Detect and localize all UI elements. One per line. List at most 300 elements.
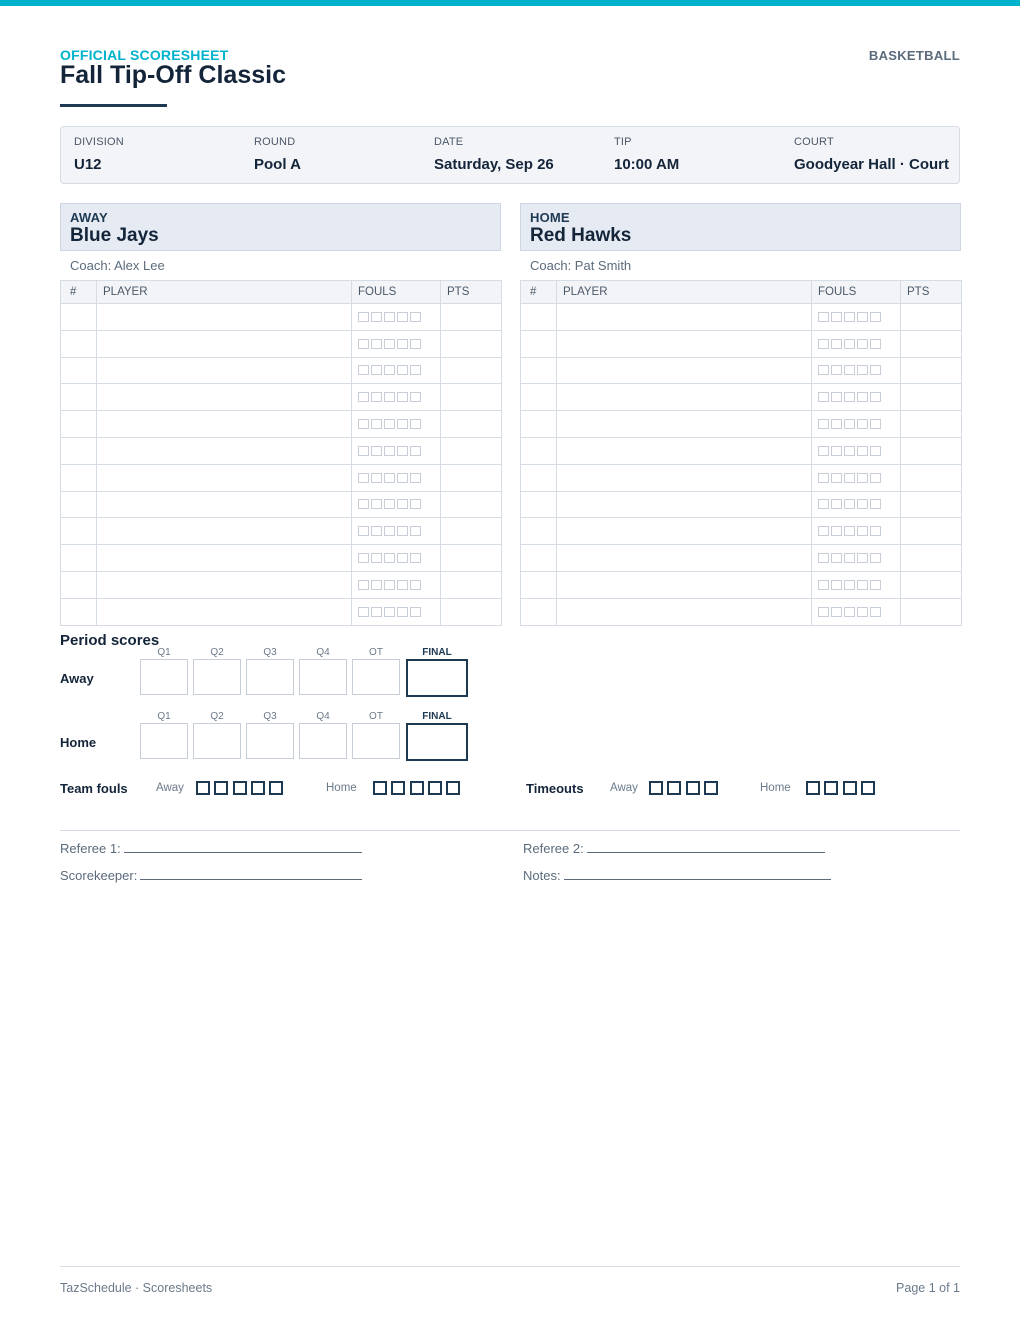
points-cell[interactable] xyxy=(901,598,962,625)
foul-checkbox[interactable] xyxy=(857,392,868,402)
roster-row xyxy=(521,437,962,464)
player-number-cell[interactable] xyxy=(521,304,557,331)
player-name-cell[interactable] xyxy=(557,330,812,357)
foul-checkbox[interactable] xyxy=(397,312,408,322)
team-foul-box-away[interactable] xyxy=(214,781,228,795)
foul-checkboxes xyxy=(352,499,440,509)
player-name-cell[interactable] xyxy=(97,598,352,625)
player-name-cell[interactable] xyxy=(557,598,812,625)
team-side-label: AWAY xyxy=(70,210,108,225)
team-fouls-away-label: Away xyxy=(156,782,184,794)
player-number-cell[interactable] xyxy=(61,464,97,491)
fouls-cell[interactable] xyxy=(352,437,441,464)
points-cell[interactable] xyxy=(441,437,502,464)
player-name-cell[interactable] xyxy=(557,491,812,518)
player-name-cell[interactable] xyxy=(97,545,352,572)
foul-checkbox[interactable] xyxy=(410,473,421,483)
foul-checkbox[interactable] xyxy=(410,580,421,590)
foul-checkbox[interactable] xyxy=(371,339,382,349)
foul-checkbox[interactable] xyxy=(870,392,881,402)
foul-checkbox[interactable] xyxy=(857,365,868,375)
foul-checkbox[interactable] xyxy=(870,499,881,509)
roster-row xyxy=(61,330,502,357)
roster-row xyxy=(61,598,502,625)
foul-checkbox[interactable] xyxy=(397,419,408,429)
fouls-cell[interactable] xyxy=(812,330,901,357)
foul-checkbox[interactable] xyxy=(818,446,829,456)
foul-checkbox[interactable] xyxy=(870,553,881,563)
foul-checkbox[interactable] xyxy=(397,446,408,456)
foul-checkbox[interactable] xyxy=(397,499,408,509)
foul-checkbox[interactable] xyxy=(870,580,881,590)
timeout-box-away[interactable] xyxy=(704,781,718,795)
notes-field[interactable] xyxy=(564,870,831,880)
foul-checkbox[interactable] xyxy=(844,580,855,590)
foul-checkbox[interactable] xyxy=(831,553,842,563)
foul-checkbox[interactable] xyxy=(384,526,395,536)
info-label: COURT xyxy=(794,136,834,148)
referee-2-field[interactable] xyxy=(587,843,825,853)
foul-checkboxes xyxy=(812,365,900,375)
player-name-cell[interactable] xyxy=(97,464,352,491)
page-title: Fall Tip-Off Classic xyxy=(60,61,286,89)
foul-checkbox[interactable] xyxy=(384,607,395,617)
column-header-player: PLAYER xyxy=(97,281,352,304)
foul-checkbox[interactable] xyxy=(831,392,842,402)
foul-checkbox[interactable] xyxy=(410,339,421,349)
period-row-label-home: Home xyxy=(60,735,97,750)
scorekeeper-label: Scorekeeper: xyxy=(60,868,138,883)
fouls-cell[interactable] xyxy=(812,598,901,625)
roster-row xyxy=(61,384,502,411)
foul-checkbox[interactable] xyxy=(857,553,868,563)
foul-checkbox[interactable] xyxy=(358,580,369,590)
period-score-box[interactable] xyxy=(299,723,347,759)
points-cell[interactable] xyxy=(441,491,502,518)
fouls-cell[interactable] xyxy=(812,518,901,545)
points-cell[interactable] xyxy=(901,437,962,464)
player-number-cell[interactable] xyxy=(61,571,97,598)
player-number-cell[interactable] xyxy=(61,411,97,438)
foul-checkbox[interactable] xyxy=(818,365,829,375)
player-name-cell[interactable] xyxy=(557,571,812,598)
foul-checkbox[interactable] xyxy=(397,473,408,483)
period-column-header: FINAL xyxy=(422,711,452,722)
foul-checkbox[interactable] xyxy=(397,553,408,563)
player-number-cell[interactable] xyxy=(61,384,97,411)
foul-checkbox[interactable] xyxy=(870,365,881,375)
foul-checkbox[interactable] xyxy=(818,473,829,483)
foul-checkbox[interactable] xyxy=(844,473,855,483)
player-name-cell[interactable] xyxy=(557,545,812,572)
player-number-cell[interactable] xyxy=(521,598,557,625)
foul-checkbox[interactable] xyxy=(397,392,408,402)
fouls-cell[interactable] xyxy=(352,464,441,491)
foul-checkbox[interactable] xyxy=(384,553,395,563)
foul-checkbox[interactable] xyxy=(870,312,881,322)
foul-checkbox[interactable] xyxy=(818,607,829,617)
points-cell[interactable] xyxy=(901,571,962,598)
foul-checkbox[interactable] xyxy=(844,392,855,402)
away-roster-table xyxy=(60,280,502,626)
points-cell[interactable] xyxy=(441,518,502,545)
top-accent-bar xyxy=(0,0,1020,6)
player-name-cell[interactable] xyxy=(557,357,812,384)
foul-checkbox[interactable] xyxy=(410,419,421,429)
foul-checkbox[interactable] xyxy=(844,499,855,509)
foul-checkbox[interactable] xyxy=(410,446,421,456)
foul-checkbox[interactable] xyxy=(870,419,881,429)
foul-checkbox[interactable] xyxy=(371,365,382,375)
points-cell[interactable] xyxy=(901,411,962,438)
fouls-cell[interactable] xyxy=(812,384,901,411)
foul-checkbox[interactable] xyxy=(857,580,868,590)
player-name-cell[interactable] xyxy=(97,304,352,331)
foul-checkbox[interactable] xyxy=(397,580,408,590)
foul-checkbox[interactable] xyxy=(844,339,855,349)
foul-checkbox[interactable] xyxy=(831,580,842,590)
foul-checkbox[interactable] xyxy=(844,365,855,375)
fouls-cell[interactable] xyxy=(352,304,441,331)
foul-checkboxes xyxy=(812,312,900,322)
player-name-cell[interactable] xyxy=(97,571,352,598)
foul-checkbox[interactable] xyxy=(818,526,829,536)
info-value: 10:00 AM xyxy=(614,156,680,173)
roster-row xyxy=(61,437,502,464)
player-number-cell[interactable] xyxy=(521,411,557,438)
player-name-cell[interactable] xyxy=(97,330,352,357)
player-number-cell[interactable] xyxy=(521,330,557,357)
player-name-cell[interactable] xyxy=(557,464,812,491)
foul-checkbox[interactable] xyxy=(831,446,842,456)
foul-checkbox[interactable] xyxy=(358,419,369,429)
foul-checkbox[interactable] xyxy=(384,419,395,429)
team-foul-box-home[interactable] xyxy=(428,781,442,795)
foul-checkbox[interactable] xyxy=(857,607,868,617)
foul-checkbox[interactable] xyxy=(844,607,855,617)
player-name-cell[interactable] xyxy=(97,357,352,384)
foul-checkbox[interactable] xyxy=(818,339,829,349)
period-score-box[interactable] xyxy=(352,659,400,695)
player-number-cell[interactable] xyxy=(521,518,557,545)
scorekeeper-field[interactable] xyxy=(140,870,362,880)
foul-checkbox[interactable] xyxy=(818,419,829,429)
player-number-cell[interactable] xyxy=(521,491,557,518)
foul-checkbox[interactable] xyxy=(857,446,868,456)
player-number-cell[interactable] xyxy=(61,357,97,384)
team-foul-box-home[interactable] xyxy=(446,781,460,795)
roster-row xyxy=(61,491,502,518)
foul-checkbox[interactable] xyxy=(371,392,382,402)
foul-checkbox[interactable] xyxy=(410,312,421,322)
foul-checkboxes xyxy=(352,580,440,590)
foul-checkbox[interactable] xyxy=(831,419,842,429)
foul-checkbox[interactable] xyxy=(371,312,382,322)
foul-checkbox[interactable] xyxy=(384,312,395,322)
foul-checkbox[interactable] xyxy=(371,580,382,590)
foul-checkbox[interactable] xyxy=(384,339,395,349)
foul-checkboxes xyxy=(812,607,900,617)
timeout-box-home[interactable] xyxy=(843,781,857,795)
foul-checkbox[interactable] xyxy=(818,580,829,590)
player-name-cell[interactable] xyxy=(97,411,352,438)
team-foul-box-away[interactable] xyxy=(196,781,210,795)
fouls-cell[interactable] xyxy=(352,330,441,357)
foul-checkbox[interactable] xyxy=(410,365,421,375)
period-score-box[interactable] xyxy=(193,659,241,695)
fouls-cell[interactable] xyxy=(812,491,901,518)
fouls-cell[interactable] xyxy=(352,357,441,384)
player-name-cell[interactable] xyxy=(97,384,352,411)
player-number-cell[interactable] xyxy=(521,464,557,491)
foul-checkbox[interactable] xyxy=(844,419,855,429)
fouls-cell[interactable] xyxy=(812,571,901,598)
document-kicker: OFFICIAL SCORESHEET xyxy=(60,47,229,63)
fouls-cell[interactable] xyxy=(352,545,441,572)
period-score-box[interactable] xyxy=(246,659,294,695)
foul-checkbox[interactable] xyxy=(844,312,855,322)
player-number-cell[interactable] xyxy=(61,437,97,464)
referee-1-field[interactable] xyxy=(124,843,362,853)
foul-checkbox[interactable] xyxy=(371,446,382,456)
foul-checkbox[interactable] xyxy=(410,607,421,617)
fouls-cell[interactable] xyxy=(352,411,441,438)
foul-checkbox[interactable] xyxy=(358,607,369,617)
final-score-box[interactable] xyxy=(406,659,468,697)
fouls-cell[interactable] xyxy=(812,357,901,384)
team-name: Blue Jays xyxy=(70,225,159,246)
team-foul-box-away[interactable] xyxy=(233,781,247,795)
fouls-cell[interactable] xyxy=(352,491,441,518)
fouls-cell[interactable] xyxy=(352,598,441,625)
foul-checkbox[interactable] xyxy=(857,339,868,349)
fouls-cell[interactable] xyxy=(812,437,901,464)
foul-checkbox[interactable] xyxy=(384,392,395,402)
foul-checkbox[interactable] xyxy=(857,499,868,509)
fouls-cell[interactable] xyxy=(352,384,441,411)
points-cell[interactable] xyxy=(441,464,502,491)
coach-name: Coach: Pat Smith xyxy=(530,258,632,273)
period-score-box[interactable] xyxy=(299,659,347,695)
player-name-cell[interactable] xyxy=(557,384,812,411)
timeout-box-away[interactable] xyxy=(649,781,663,795)
foul-checkbox[interactable] xyxy=(857,312,868,322)
player-name-cell[interactable] xyxy=(557,304,812,331)
foul-checkbox[interactable] xyxy=(384,446,395,456)
points-cell[interactable] xyxy=(441,411,502,438)
foul-checkbox[interactable] xyxy=(844,553,855,563)
team-fouls-label: Team fouls xyxy=(60,781,128,796)
team-foul-box-home[interactable] xyxy=(410,781,424,795)
foul-checkboxes xyxy=(352,473,440,483)
foul-checkbox[interactable] xyxy=(397,339,408,349)
timeout-box-away[interactable] xyxy=(686,781,700,795)
foul-checkbox[interactable] xyxy=(410,526,421,536)
player-number-cell[interactable] xyxy=(521,384,557,411)
game-info-panel xyxy=(60,126,960,184)
points-cell[interactable] xyxy=(901,384,962,411)
foul-checkbox[interactable] xyxy=(831,339,842,349)
foul-checkbox[interactable] xyxy=(870,607,881,617)
away-team-header xyxy=(60,203,501,251)
player-number-cell[interactable] xyxy=(61,598,97,625)
foul-checkbox[interactable] xyxy=(358,312,369,322)
team-foul-box-away[interactable] xyxy=(251,781,265,795)
info-label: DATE xyxy=(434,136,464,148)
foul-checkbox[interactable] xyxy=(358,365,369,375)
roster-header-row xyxy=(521,281,962,304)
roster-row xyxy=(521,491,962,518)
points-cell[interactable] xyxy=(441,384,502,411)
player-number-cell[interactable] xyxy=(521,545,557,572)
column-header-number: # xyxy=(61,281,97,304)
team-foul-box-home[interactable] xyxy=(391,781,405,795)
foul-checkbox[interactable] xyxy=(831,473,842,483)
roster-row xyxy=(521,411,962,438)
foul-checkboxes xyxy=(352,365,440,375)
foul-checkbox[interactable] xyxy=(371,499,382,509)
roster-row xyxy=(61,571,502,598)
fouls-cell[interactable] xyxy=(352,518,441,545)
foul-checkbox[interactable] xyxy=(410,553,421,563)
period-score-box[interactable] xyxy=(352,723,400,759)
foul-checkboxes xyxy=(352,553,440,563)
foul-checkbox[interactable] xyxy=(831,607,842,617)
points-cell[interactable] xyxy=(901,545,962,572)
foul-checkbox[interactable] xyxy=(371,553,382,563)
player-name-cell[interactable] xyxy=(97,437,352,464)
foul-checkbox[interactable] xyxy=(870,339,881,349)
foul-checkbox[interactable] xyxy=(410,499,421,509)
player-name-cell[interactable] xyxy=(557,437,812,464)
period-score-box[interactable] xyxy=(193,723,241,759)
column-header-pts: PTS xyxy=(441,281,502,304)
roster-row xyxy=(521,545,962,572)
foul-checkbox[interactable] xyxy=(371,473,382,483)
foul-checkbox[interactable] xyxy=(818,499,829,509)
fouls-cell[interactable] xyxy=(352,571,441,598)
foul-checkbox[interactable] xyxy=(831,499,842,509)
column-header-fouls: FOULS xyxy=(352,281,441,304)
foul-checkbox[interactable] xyxy=(857,526,868,536)
fouls-cell[interactable] xyxy=(812,464,901,491)
player-number-cell[interactable] xyxy=(521,437,557,464)
points-cell[interactable] xyxy=(901,491,962,518)
referee-2-line xyxy=(523,841,825,856)
foul-checkboxes xyxy=(812,580,900,590)
foul-checkbox[interactable] xyxy=(410,392,421,402)
points-cell[interactable] xyxy=(901,518,962,545)
foul-checkbox[interactable] xyxy=(358,553,369,563)
fouls-cell[interactable] xyxy=(812,545,901,572)
foul-checkbox[interactable] xyxy=(397,607,408,617)
player-name-cell[interactable] xyxy=(557,518,812,545)
points-cell[interactable] xyxy=(901,464,962,491)
foul-checkbox[interactable] xyxy=(384,580,395,590)
timeout-box-home[interactable] xyxy=(806,781,820,795)
foul-checkbox[interactable] xyxy=(371,419,382,429)
points-cell[interactable] xyxy=(441,330,502,357)
foul-checkbox[interactable] xyxy=(397,365,408,375)
foul-checkboxes xyxy=(812,419,900,429)
foul-checkboxes xyxy=(812,499,900,509)
roster-row xyxy=(61,518,502,545)
timeout-box-away[interactable] xyxy=(667,781,681,795)
foul-checkbox[interactable] xyxy=(358,392,369,402)
player-number-cell[interactable] xyxy=(61,304,97,331)
coach-name: Coach: Alex Lee xyxy=(70,258,165,273)
foul-checkbox[interactable] xyxy=(844,446,855,456)
final-score-box[interactable] xyxy=(406,723,468,761)
player-number-cell[interactable] xyxy=(521,357,557,384)
foul-checkbox[interactable] xyxy=(818,392,829,402)
foul-checkbox[interactable] xyxy=(870,526,881,536)
foul-checkbox[interactable] xyxy=(358,473,369,483)
foul-checkbox[interactable] xyxy=(371,526,382,536)
timeout-box-home[interactable] xyxy=(824,781,838,795)
foul-checkbox[interactable] xyxy=(358,499,369,509)
foul-checkbox[interactable] xyxy=(844,526,855,536)
period-column-header: OT xyxy=(369,647,383,658)
foul-checkbox[interactable] xyxy=(384,499,395,509)
player-name-cell[interactable] xyxy=(97,518,352,545)
points-cell[interactable] xyxy=(441,571,502,598)
player-number-cell[interactable] xyxy=(61,491,97,518)
points-cell[interactable] xyxy=(901,330,962,357)
points-cell[interactable] xyxy=(441,545,502,572)
foul-checkbox[interactable] xyxy=(831,365,842,375)
points-cell[interactable] xyxy=(441,357,502,384)
points-cell[interactable] xyxy=(441,304,502,331)
points-cell[interactable] xyxy=(441,598,502,625)
foul-checkbox[interactable] xyxy=(831,526,842,536)
roster-row xyxy=(521,304,962,331)
foul-checkbox[interactable] xyxy=(384,365,395,375)
fouls-cell[interactable] xyxy=(812,411,901,438)
points-cell[interactable] xyxy=(901,357,962,384)
foul-checkbox[interactable] xyxy=(818,553,829,563)
foul-checkbox[interactable] xyxy=(818,312,829,322)
player-number-cell[interactable] xyxy=(61,330,97,357)
foul-checkbox[interactable] xyxy=(384,473,395,483)
foul-checkbox[interactable] xyxy=(831,312,842,322)
team-foul-box-away[interactable] xyxy=(269,781,283,795)
foul-checkbox[interactable] xyxy=(397,526,408,536)
player-number-cell[interactable] xyxy=(521,571,557,598)
foul-checkbox[interactable] xyxy=(358,446,369,456)
timeout-box-home[interactable] xyxy=(861,781,875,795)
points-cell[interactable] xyxy=(901,304,962,331)
period-score-box[interactable] xyxy=(140,723,188,759)
foul-checkbox[interactable] xyxy=(358,339,369,349)
period-score-box[interactable] xyxy=(140,659,188,695)
roster-row xyxy=(521,330,962,357)
team-foul-box-home[interactable] xyxy=(373,781,387,795)
period-score-box[interactable] xyxy=(246,723,294,759)
player-number-cell[interactable] xyxy=(61,545,97,572)
player-name-cell[interactable] xyxy=(557,411,812,438)
foul-checkbox[interactable] xyxy=(857,473,868,483)
foul-checkbox[interactable] xyxy=(358,526,369,536)
player-name-cell[interactable] xyxy=(97,491,352,518)
foul-checkbox[interactable] xyxy=(857,419,868,429)
fouls-cell[interactable] xyxy=(812,304,901,331)
foul-checkbox[interactable] xyxy=(371,607,382,617)
foul-checkbox[interactable] xyxy=(870,473,881,483)
foul-checkboxes xyxy=(352,526,440,536)
foul-checkbox[interactable] xyxy=(870,446,881,456)
player-number-cell[interactable] xyxy=(61,518,97,545)
